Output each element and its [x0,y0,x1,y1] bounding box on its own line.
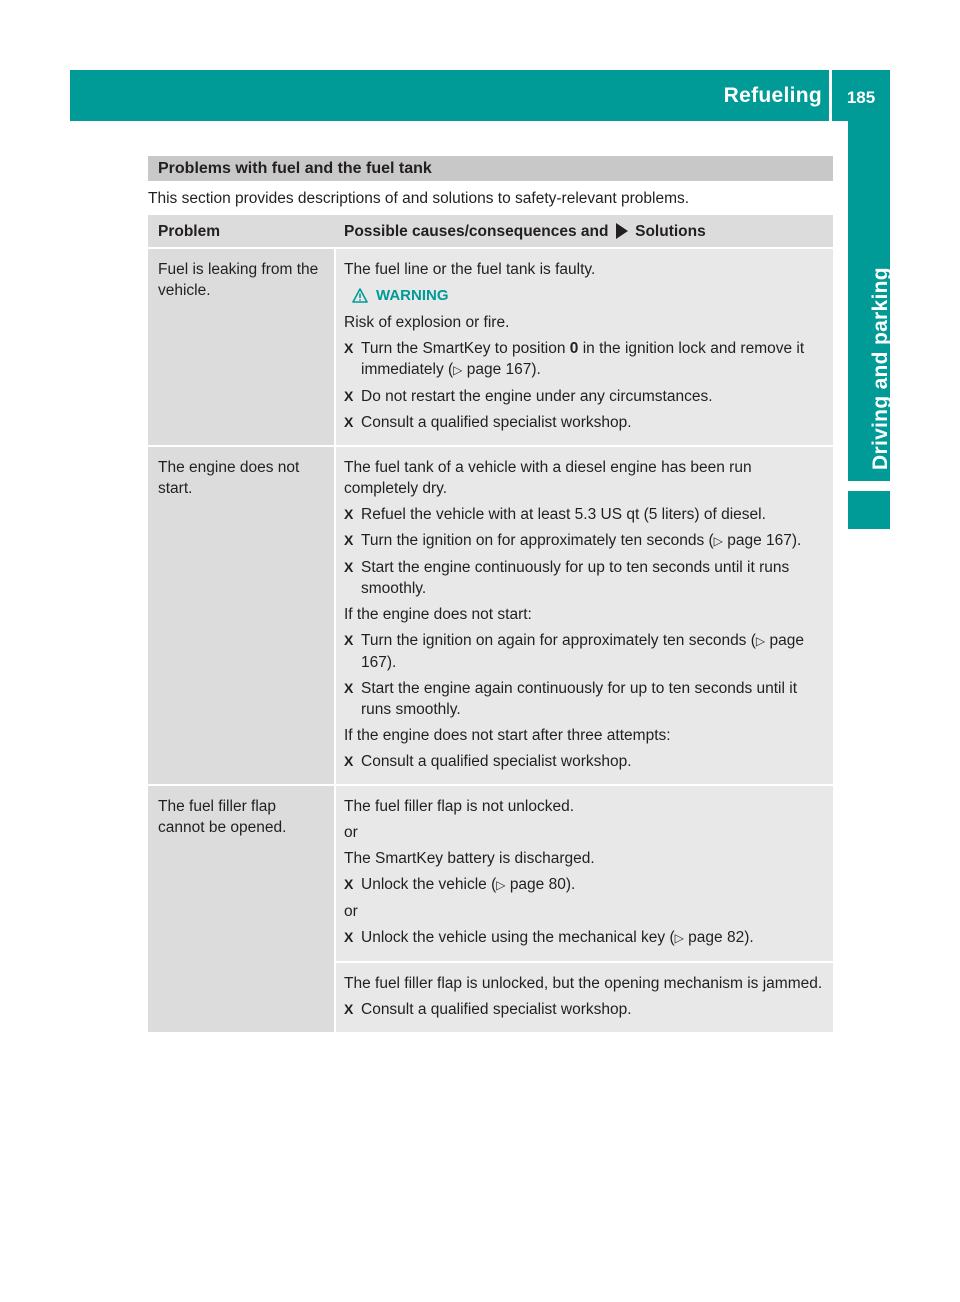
chapter-title: Refueling [723,84,822,107]
ignition-position: 0 [569,340,579,357]
step-marker-icon: X [344,532,354,548]
step-marker-icon: X [344,340,354,356]
side-tab-marker [848,491,890,529]
page-number: 185 [846,88,876,107]
step-marker-icon: X [344,414,354,430]
solution-step: X Start the engine continuously for up to ten seconds until it runs smoothly. [344,559,790,597]
table-row [148,786,833,1032]
column-header-solutions [336,215,833,247]
step-marker-icon: X [344,632,354,648]
page-ref-icon: ▷ [453,363,463,377]
page-ref-icon: ▷ [755,634,766,648]
solution-step: X Turn the ignition on again for approximately ten seconds (▷ page 167). [344,632,804,671]
condition-text: If the engine does not start after three attempts: [344,727,671,744]
column-header-problem: Problem [158,223,221,240]
solution-step: X Turn the SmartKey to position 0 in the ignition lock and remove it immediately (▷ page 167). [344,338,827,381]
step-marker-icon: X [344,388,354,404]
cause-text: The SmartKey battery is discharged. [344,850,595,867]
solution-cell [336,249,833,445]
column-header-causes: Possible causes/consequences and [344,223,609,240]
or-text: or [344,824,358,841]
table-row [148,447,833,784]
solution-step: X Turn the ignition on for approximately ten seconds (▷ page 167). [344,530,827,552]
solution-step: X Consult a qualified specialist workshop. [344,1001,632,1018]
page-ref-icon: ▷ [713,534,723,548]
solution-step: X Do not restart the engine under any circumstances. [344,388,713,405]
step-marker-icon: X [344,680,354,696]
solution-step: X Consult a qualified specialist workshop. [344,414,632,431]
step-marker-icon: X [344,1001,354,1017]
solution-step: X Unlock the vehicle using the mechanical key (▷ page 82). [344,927,827,949]
step-marker-icon: X [344,929,354,945]
solution-cell [336,786,833,961]
section-heading: Problems with fuel and the fuel tank [148,156,833,181]
step-marker-icon: X [344,506,354,522]
page-reference[interactable]: page 82 [688,929,745,946]
solution-cell [336,447,833,784]
table-header [148,215,833,247]
warning-label [352,285,827,306]
page-ref-icon: ▷ [674,931,684,945]
solution-cell [336,963,833,1032]
or-text: or [344,903,358,920]
page-reference[interactable]: page 167 [727,532,792,549]
warning-text: Risk of explosion or fire. [344,314,510,331]
solution-step: X Refuel the vehicle with at least 5.3 US qt (5 liters) of diesel. [344,506,766,523]
solution-step: X Consult a qualified specialist workshop. [344,753,632,770]
cause-text: The fuel filler flap is unlocked, but the opening mechanism is jammed. [344,975,823,992]
column-header-solutions-label: Solutions [635,223,706,240]
cause-text: The fuel filler flap is not unlocked. [344,798,575,815]
problem-cell: The fuel filler flap cannot be opened. [148,786,334,1032]
cause-text: The fuel line or the fuel tank is faulty. [344,261,596,278]
cause-text: The fuel tank of a vehicle with a diesel engine has been run completely dry. [344,459,752,497]
page-reference[interactable]: page 80 [509,876,566,893]
page-ref-icon: ▷ [496,878,506,892]
section-intro: This section provides descriptions of and solutions to safety-relevant problems. [148,190,690,207]
problem-cell: Fuel is leaking from the vehicle. [148,249,334,445]
table-row [148,249,833,445]
step-marker-icon: X [344,876,354,892]
page-reference[interactable]: page 167 [361,632,804,671]
arrow-right-icon [616,223,628,239]
condition-text: If the engine does not start: [344,606,532,623]
page-reference[interactable]: page 167 [466,361,532,378]
step-marker-icon: X [344,753,354,769]
solution-step: X Start the engine again continuously for up to ten seconds until it runs smoothly. [344,680,798,718]
warning-label-text: WARNING [376,287,449,304]
solution-step: X Unlock the vehicle (▷ page 80). [344,874,827,896]
step-marker-icon: X [344,559,354,575]
problem-cell: The engine does not start. [148,447,334,784]
side-tab-label: Driving and parking [869,267,892,470]
problems-table [148,215,833,1034]
warning-triangle-icon [352,288,368,303]
